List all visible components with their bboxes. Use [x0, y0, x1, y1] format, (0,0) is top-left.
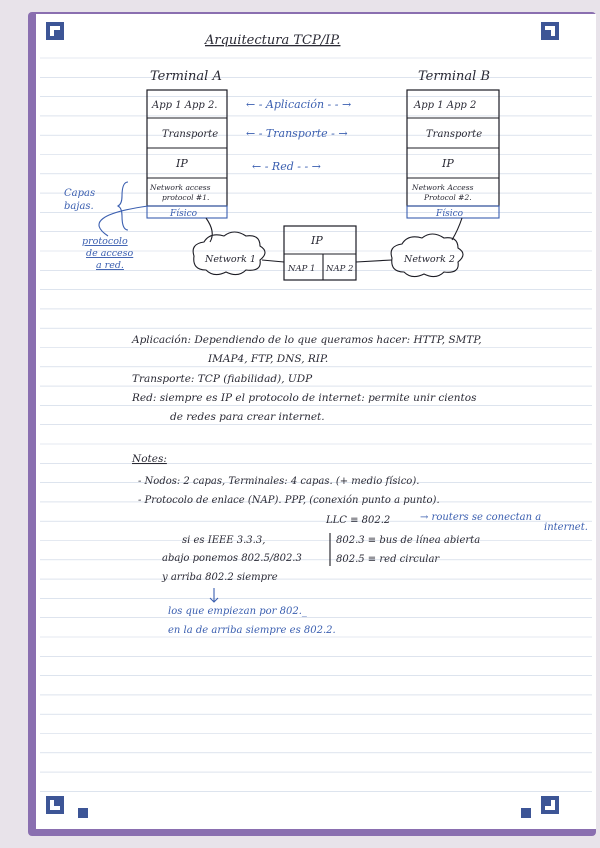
svg-text:802.3 ≡ bus de línea abierta	[336, 535, 480, 546]
terminal-b-fisico: Físico	[436, 209, 464, 219]
svg-text:de redes para crear internet.	[170, 411, 325, 423]
text-line: 802.3 ≡ bus de línea abierta	[336, 535, 481, 546]
text-line: protocol #1.	[162, 193, 210, 202]
text-line: 802.5 ≡ red circular	[336, 554, 440, 565]
text-line: Network access	[150, 183, 211, 192]
text-line: Red: siempre es IP el protocolo de internet: permite unir cientos	[132, 392, 477, 404]
corner-mark-icon	[541, 22, 559, 40]
text-line: → routers se conectan a	[420, 512, 542, 523]
svg-text:los que empiezan por 802._	[168, 606, 307, 617]
text-line: protocolo	[82, 236, 128, 247]
router-nap1: NAP 1	[288, 264, 316, 274]
svg-text:y arriba 802.2 siempre	[161, 572, 278, 583]
text-line: a red.	[96, 260, 124, 271]
svg-text:- Nodos: 2 capas, Terminales:	[138, 476, 419, 487]
text-line: de acceso	[86, 248, 134, 259]
arrow-aplicacion: ← - Aplicación - - →	[246, 98, 352, 111]
terminal-a-layer-app: App 1 App 2.	[152, 100, 218, 111]
svg-text:IMAP4, FTP, DNS, RIP.	[207, 353, 328, 365]
text-line: abajo ponemos 802.5/802.3	[162, 553, 302, 564]
terminal-a-fisico: Físico	[170, 209, 198, 219]
network-1-label: Network 1	[205, 254, 256, 265]
text-line: Capas	[64, 188, 96, 199]
svg-text:si es IEEE 3.3.3,	[182, 535, 265, 546]
terminal-a-label: Terminal A	[150, 69, 222, 84]
svg-text:Aplicación: Dependiendo de lo	[131, 334, 482, 346]
svg-text:- Protocolo de enlace (NAP). P	[138, 495, 440, 506]
svg-text:→ routers se conectan a	[420, 512, 541, 523]
text-line: bajas.	[64, 201, 94, 212]
router-ip-label: IP	[311, 234, 323, 247]
terminal-a-layer-transport: Transporte	[162, 129, 219, 140]
text-line: IMAP4, FTP, DNS, RIP.	[208, 353, 329, 365]
arrow-transporte: ← - Transporte - →	[246, 127, 348, 140]
terminal-a-layer-ip: IP	[176, 157, 188, 170]
arrow-red: ← - Red - - →	[252, 160, 321, 173]
text-line: los que empiezan por 802._	[168, 606, 307, 617]
text-line: y arriba 802.2 siempre	[162, 572, 278, 583]
svg-text:Transporte: TCP (fiabilidad),	[132, 373, 313, 385]
text-line: Aplicación: Dependiendo de lo que queramos hacer: HTTP, SMTP,	[132, 334, 482, 346]
network-2-label: Network 2	[404, 254, 455, 265]
text-line: en la de arriba siempre es 802.2.	[168, 625, 336, 636]
svg-text:abajo ponemos 802.5/802.3	[162, 553, 302, 564]
svg-text:Red: siempre es IP el protocol	[131, 392, 477, 404]
router-nap2: NAP 2	[326, 264, 354, 274]
svg-text:internet.	[544, 522, 588, 533]
svg-text:en la de arriba siempre es 802	[168, 625, 336, 636]
text-line: de redes para crear internet.	[170, 411, 325, 423]
text-line: - Nodos: 2 capas, Terminales: 4 capas. (+ medio físico).	[138, 476, 420, 487]
terminal-b-layer-ip: IP	[442, 157, 454, 170]
text-line: Network Access	[412, 183, 474, 192]
text-line: si es IEEE 3.3.3,	[182, 535, 266, 546]
text-line: Transporte: TCP (fiabilidad), UDP	[132, 373, 313, 385]
text-line: LLC ≡ 802.2	[326, 515, 391, 526]
svg-text:LLC ≡ 802.2	[325, 515, 390, 526]
svg-text:802.5 ≡ red circular	[336, 554, 440, 565]
text-line: Protocol #2.	[424, 193, 472, 202]
terminal-b-layer-transport: Transporte	[426, 129, 483, 140]
terminal-b-layer-app: App 1 App 2	[414, 100, 477, 111]
terminal-b-label: Terminal B	[418, 69, 491, 84]
text-line: - Protocolo de enlace (NAP). PPP, (conexión punto a punto).	[138, 495, 440, 506]
notes-heading: Notes:	[132, 453, 167, 465]
text-line: internet.	[544, 522, 588, 533]
corner-mark-icon	[46, 22, 64, 40]
page-title: Arquitectura TCP/IP.	[205, 33, 341, 48]
